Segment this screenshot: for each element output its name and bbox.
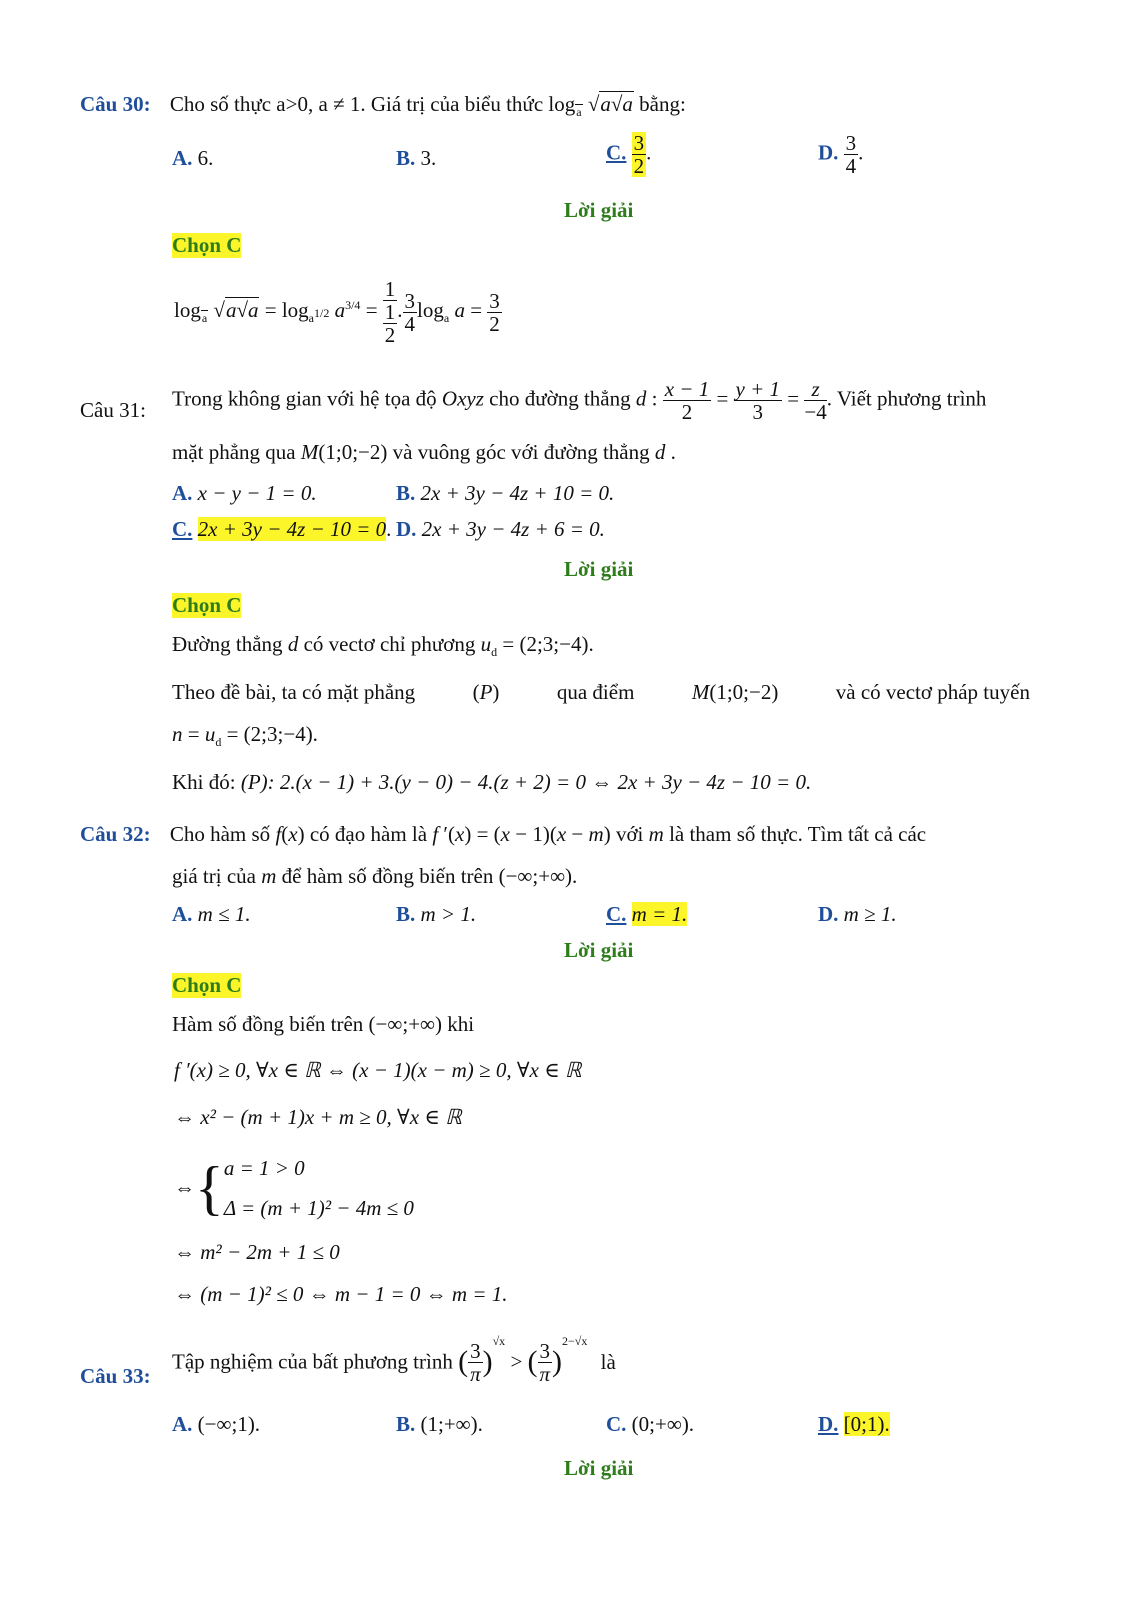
q30-stem-tail: bằng: xyxy=(639,92,686,116)
q31-solution-line2: Theo đề bài, ta có mặt phẳng (P) qua điểm M(1;0;−2) và có vectơ pháp tuyến xyxy=(172,680,1030,704)
q32-stem-line2: giá trị của m để hàm số đồng biến trên (−∞;+∞). xyxy=(172,864,578,888)
q31-label: Câu 31: xyxy=(80,398,146,422)
q30-solution-heading: Lời giải xyxy=(564,198,634,222)
q33-option-b[interactable]: B. (1;+∞). xyxy=(396,1412,483,1436)
q32-option-a[interactable]: A. m ≤ 1. xyxy=(172,902,251,926)
q31-chosen-answer: Chọn C xyxy=(172,593,242,617)
q30-option-c[interactable]: C. $\frac{3}{2}$ . xyxy=(606,131,652,179)
q31-solution-heading: Lời giải xyxy=(564,557,634,581)
q32-label: Câu 32: xyxy=(80,822,151,846)
q31-option-a[interactable]: A. x − y − 1 = 0. xyxy=(172,481,317,505)
q33-option-d[interactable]: D. [0;1). xyxy=(818,1412,890,1436)
q30-option-d[interactable]: D. $\frac{3}{4}$ . xyxy=(818,131,864,179)
q32-solution-line6: ⇔ (m − 1)² ≤ 0 ⇔ m − 1 = 0 ⇔ m = 1. xyxy=(174,1282,508,1306)
q32-solution-line3: ⇔ x² − (m + 1)x + m ≥ 0, ∀x ∈ ℝ xyxy=(174,1105,462,1129)
q31-stem-line1: Trong không gian với hệ tọa độ Oxyz cho đường thẳng d : $\frac{x - 1}{2}$ = $\frac{y + 1}{3}$ = $\frac{z}{-4}$ . Viết phương trình xyxy=(172,377,987,425)
q31-option-c[interactable]: C. 2x + 3y − 4z − 10 = 0. xyxy=(172,517,392,541)
q32-option-c[interactable]: C. m = 1. xyxy=(606,902,688,926)
q31-stem-line2: mặt phẳng qua M(1;0;−2) và vuông góc với đường thẳng d . xyxy=(172,440,676,464)
q33-option-c[interactable]: C. (0;+∞). xyxy=(606,1412,695,1436)
q31-solution-line4: Khi đó: (P): 2.(x − 1) + 3.(y − 0) − 4.(z + 2) = 0 ⇔ 2x + 3y − 4z − 10 = 0. xyxy=(172,770,812,794)
q32-solution-line2: f ′(x) ≥ 0, ∀x ∈ ℝ ⇔ (x − 1)(x − m) ≥ 0, ∀x ∈ ℝ xyxy=(174,1058,582,1082)
q30-solution-formula: $\log_a √a√a = \log_{a^{1/2}} a^{3/4}$ = $\frac{1}{\frac{1}{2}}$ . $\frac{3}{4}$ $\log_a a$ = $\frac{3}{2}$ xyxy=(174,277,500,348)
q31-solution-line1: Đường thẳng d có vectơ chỉ phương $u_d$ = (2;3;−4). xyxy=(172,632,594,660)
q32-solution-line5: ⇔ m² − 2m + 1 ≤ 0 xyxy=(174,1240,340,1264)
q30-chosen-answer: Chọn C xyxy=(172,233,242,257)
q32-solution-system: ⇔{ a = 1 > 0 Δ = (m + 1)² − 4m ≤ 0 xyxy=(174,1155,414,1221)
q33-solution-heading: Lời giải xyxy=(564,1456,634,1480)
q32-option-d[interactable]: D. m ≥ 1. xyxy=(818,902,897,926)
q32-solution-line1: Hàm số đồng biến trên (−∞;+∞) khi xyxy=(172,1012,475,1036)
q30-option-a[interactable]: A. 6. xyxy=(172,146,214,170)
q33-inequality: ( $\frac{3}{\pi}$ )$^{√x}$ > ( $\frac{3}{\pi}$ )$^{2-√x}$ xyxy=(458,1334,588,1386)
q33-label: Câu 33: xyxy=(80,1364,151,1388)
q31-option-d[interactable]: D. 2x + 3y − 4z + 6 = 0. xyxy=(396,517,605,541)
q32-option-b[interactable]: B. m > 1. xyxy=(396,902,477,926)
q33-option-a[interactable]: A. (−∞;1). xyxy=(172,1412,261,1436)
q32-chosen-answer: Chọn C xyxy=(172,973,242,997)
q30-stem-line xyxy=(80,92,686,120)
q33-stem: Tập nghiệm của bất phương trình ( $\frac{3}{\pi}$ )$^{√x}$ > ( $\frac{3}{\pi}$ )$^{2-√x}$ là xyxy=(172,1334,616,1386)
q30-expression: $\log_a √a√a$ xyxy=(548,92,633,120)
q30-stem: Cho số thực a>0, a ≠ 1. Giá trị của biểu thức xyxy=(169,92,549,116)
q31-option-b[interactable]: B. 2x + 3y − 4z + 10 = 0. xyxy=(396,481,615,505)
q30-option-b[interactable]: B. 3. xyxy=(396,146,437,170)
q31-solution-line3: $n = u_d$ = (2;3;−4). xyxy=(172,722,318,750)
q32-solution-heading: Lời giải xyxy=(564,938,634,962)
q32-stem-line1: Câu 32: Cho hàm số f(x) có đạo hàm là f ′(x) = (x − 1)(x − m) với m là tham số thực. Tìm tất cả các xyxy=(80,822,927,846)
q30-label: Câu 30: xyxy=(80,92,151,116)
